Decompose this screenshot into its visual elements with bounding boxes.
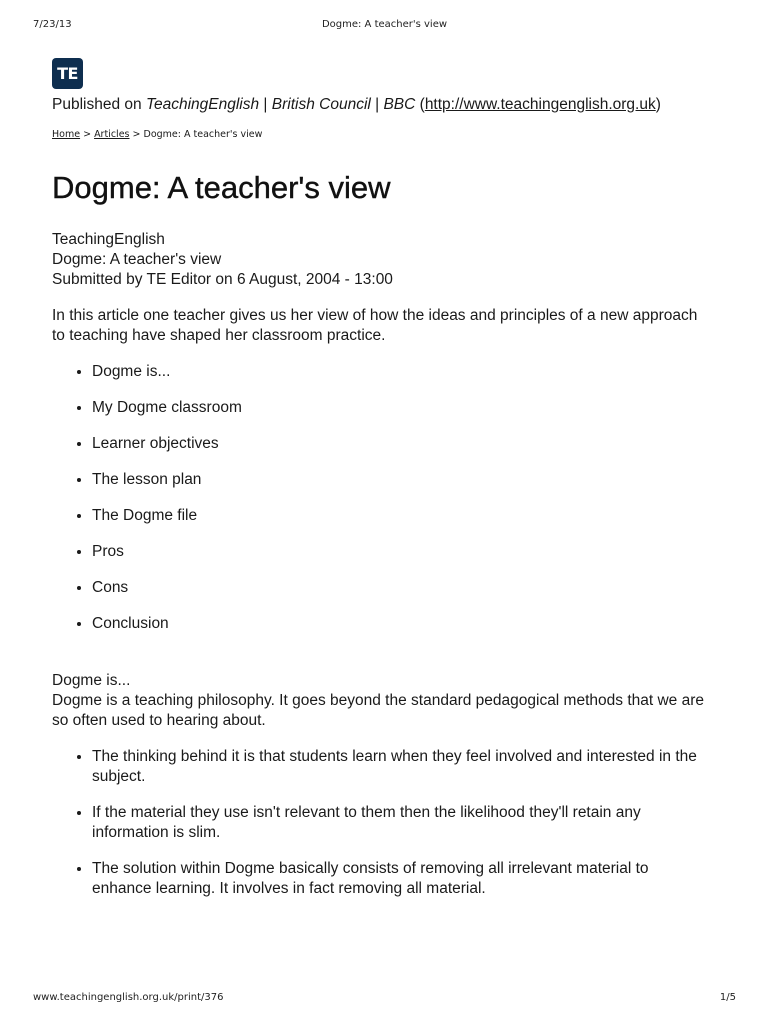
toc-item: • Pros (92, 542, 712, 562)
section-heading: Dogme is... (52, 672, 131, 689)
meta-submitted: Submitted by TE Editor on 6 August, 2004 - 13:00 (52, 271, 393, 288)
print-header (33, 19, 736, 33)
point-item: • If the material they use isn't relevant to them then the likelihood they'll retain any information is slim. (92, 803, 712, 843)
breadcrumb-articles-link[interactable]: Articles (94, 129, 130, 140)
toc-item: • The Dogme file (92, 506, 712, 526)
point-item: • The solution within Dogme basically consists of removing all irrelevant material to enhance learning. It involves in fact removing all material. (92, 859, 712, 899)
breadcrumb-sep: > (80, 129, 95, 140)
toc-item: • Cons (92, 578, 712, 598)
toc-item: • Conclusion (92, 614, 712, 634)
toc-item: • Dogme is... (92, 362, 712, 382)
published-site: TeachingEnglish (145, 96, 260, 113)
breadcrumb-home-link[interactable]: Home (52, 129, 81, 140)
print-url: www.teachingenglish.org.uk/print/376 (33, 992, 224, 1003)
print-footer (33, 992, 736, 1006)
te-logo[interactable]: TE (52, 58, 83, 89)
breadcrumb-sep: > (129, 129, 144, 140)
page-number: 1/5 (719, 992, 736, 1003)
breadcrumb-current: Dogme: A teacher's view (143, 129, 263, 140)
point-item: • The thinking behind it is that students learn when they feel involved and interested in the subject. (92, 747, 712, 787)
published-prefix: Published on (52, 96, 146, 113)
published-sep1: | (259, 96, 272, 113)
toc-item: • The lesson plan (92, 470, 712, 490)
published-paren-close: ) (655, 96, 661, 113)
published-paren-open: ( (415, 96, 425, 113)
meta-title: Dogme: A teacher's view (52, 251, 222, 268)
toc-list (52, 362, 712, 634)
site-url-link[interactable]: http://www.teachingenglish.org.uk (424, 96, 656, 113)
published-org1: British Council (271, 96, 371, 113)
print-date: 7/23/13 (33, 19, 72, 30)
article-content (52, 58, 712, 915)
meta-site: TeachingEnglish (52, 231, 165, 248)
article-meta (52, 230, 712, 290)
intro-paragraph: In this article one teacher gives us her view of how the ideas and principles of a new approach to teaching have shaped her classroom practice. (52, 307, 698, 344)
section-body: Dogme is a teaching philosophy. It goes beyond the standard pedagogical methods that we are so often used to hearing about. (52, 692, 704, 729)
breadcrumb (52, 129, 712, 141)
toc-item: • My Dogme classroom (92, 398, 712, 418)
print-title: Dogme: A teacher's view (321, 19, 448, 30)
points-list (52, 747, 712, 899)
published-line (52, 95, 712, 115)
published-org2: BBC (383, 96, 416, 113)
published-sep2: | (370, 96, 384, 113)
toc-item: • Learner objectives (92, 434, 712, 454)
page-title: Dogme: A teacher's view (52, 170, 391, 205)
